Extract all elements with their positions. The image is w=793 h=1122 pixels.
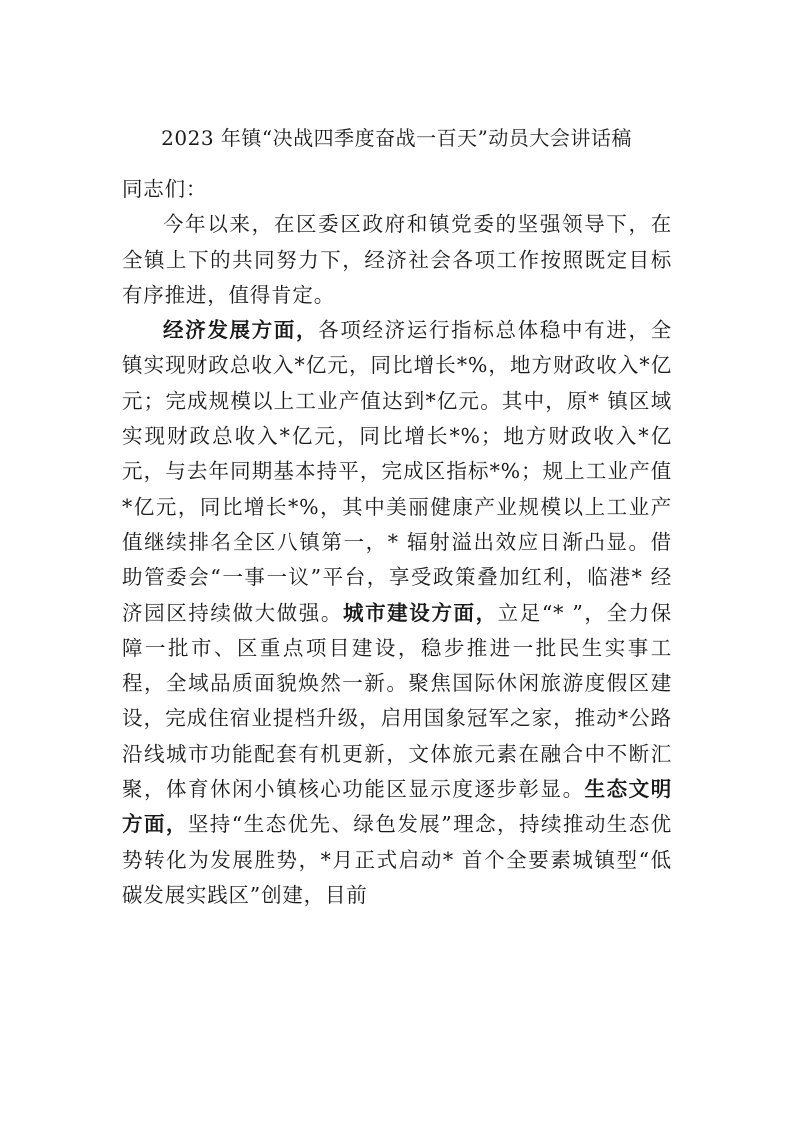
text-urban-construction: 立足“* ”，全力保障一批市、区重点项目建设，稳步推进一批民生实事工程，全域品质面貌焕然一新。聚焦国际休闲旅游度假区建设，完成住宿业提档升级，启用国象冠军之家，推动*公路沿线城市功能配套有机更新，文体旅元素在融合中不断汇聚，体育休闲小镇核心功能区显示度逐步彰显。 — [122, 600, 672, 802]
text-ecological-civilization: 坚持“生态优先、绿色发展”理念，持续推动生态优势转化为发展胜势，*月正式启动* 首个全要素城镇型“低碳发展实践区”创建，目前 — [122, 812, 673, 907]
paragraph-achievements — [122, 313, 672, 913]
heading-ecological-civilization: 生态文明方面， — [122, 777, 672, 837]
heading-urban-construction: 城市建设方面， — [342, 600, 498, 625]
text-economic-development: 各项经济运行指标总体稳中有进，全镇实现财政总收入*亿元，同比增长*%，地方财政收入*亿元；完成规模以上工业产值达到*亿元。其中，原* 镇区域实现财政总收入*亿元，同比增长*%；地方财政收入*亿元，与去年同期基本持平，完成区指标*%；规上工业产值*亿元，同比增长*%，其中美丽健康产业规模以上工业产值继续排名全区八镇第一，* 辐射溢出效应日渐凸显。借助管委会“一事一议”平台，享受政策叠加红利，临港* 经济园区持续做大做强。 — [122, 318, 672, 625]
paragraph-intro: 今年以来，在区委区政府和镇党委的坚强领导下，在全镇上下的共同努力下，经济社会各项工作按照既定目标有序推进，值得肯定。 — [122, 212, 672, 307]
document-title: 2023 年镇“决战四季度奋战一百天”动员大会讲话稿 — [161, 126, 632, 150]
document-body — [122, 172, 672, 913]
salutation: 同志们： — [122, 177, 208, 201]
heading-economic-development: 经济发展方面， — [163, 318, 319, 343]
